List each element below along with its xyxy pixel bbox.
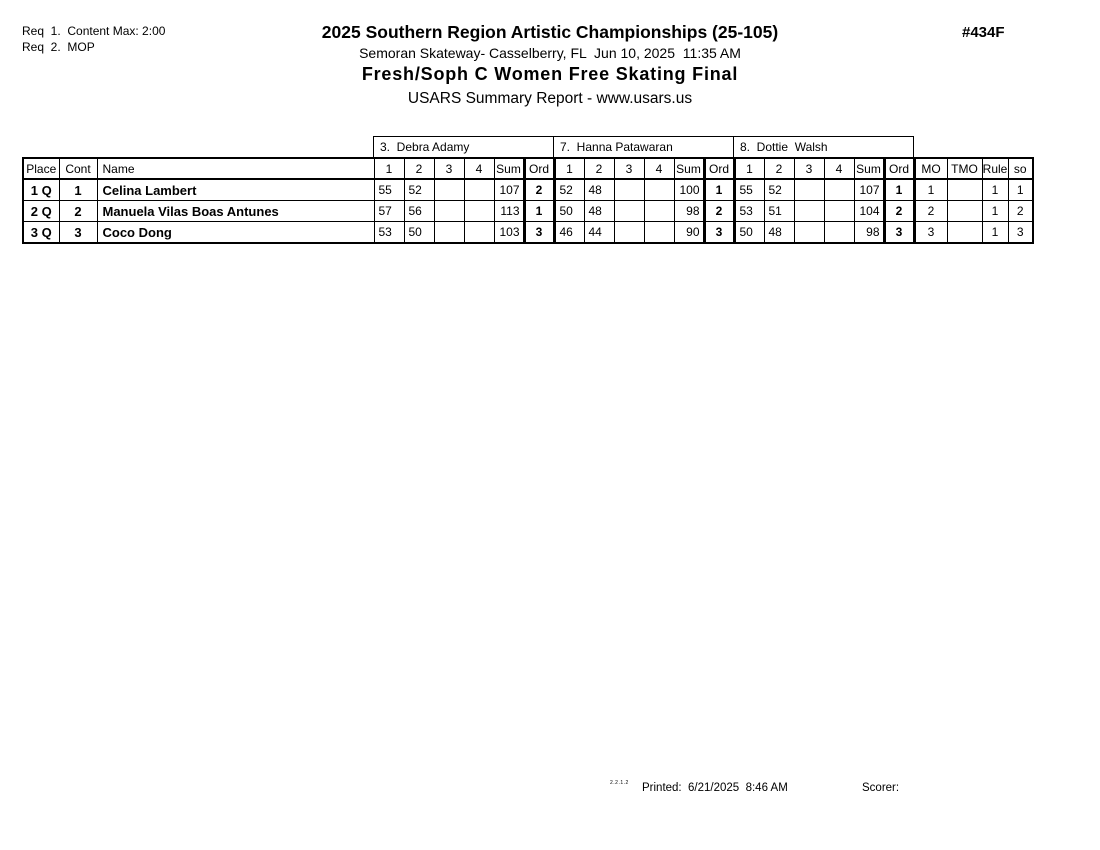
place-header: Place [23, 158, 59, 179]
judge1-score-3 [434, 201, 464, 222]
judge3-subheader-2: 2 [764, 158, 794, 179]
judge1-score-1: 57 [374, 201, 404, 222]
judge1-score-3 [434, 222, 464, 244]
judge3-score-1: 55 [734, 179, 764, 201]
tmo-cell [947, 201, 982, 222]
cont-cell: 1 [59, 179, 97, 201]
tmo-cell [947, 179, 982, 201]
event-title: Fresh/Soph C Women Free Skating Final [361, 64, 739, 84]
column-header-row [23, 158, 1033, 179]
judge2-ord-cell: 1 [704, 179, 734, 201]
judge3-score-4 [824, 179, 854, 201]
scorer-label: Scorer: [862, 782, 900, 794]
name-cell: Manuela Vilas Boas Antunes [97, 201, 374, 222]
rule-cell: 1 [982, 222, 1008, 244]
judge2-score-4 [644, 201, 674, 222]
judge1-subheader-2: 2 [404, 158, 434, 179]
judge3-score-2: 51 [764, 201, 794, 222]
judge3-ord-cell: 2 [884, 201, 914, 222]
judge2-subheader-4: 4 [644, 158, 674, 179]
judge2-score-4 [644, 179, 674, 201]
judge3-sum-cell: 104 [854, 201, 884, 222]
results-table [22, 157, 1034, 244]
judge2-subheader-1: 1 [554, 158, 584, 179]
cont-cell: 2 [59, 201, 97, 222]
printed-value: 6/21/2025 8:46 AM [681, 782, 788, 794]
judge3-sum-cell: 107 [854, 179, 884, 201]
judge-name-2: 7. Hanna Patawaran [554, 137, 734, 158]
judge1-ord-cell: 3 [524, 222, 554, 244]
judge2-score-1: 52 [554, 179, 584, 201]
judge2-ord-cell: 2 [704, 201, 734, 222]
judge3-ord-cell: 3 [884, 222, 914, 244]
judge2-score-3 [614, 222, 644, 244]
judge1-ord-cell: 1 [524, 201, 554, 222]
judge2-sum-cell: 98 [674, 201, 704, 222]
table-row [23, 201, 1033, 222]
judge2-ord-cell: 3 [704, 222, 734, 244]
place-cell: 1 Q [23, 179, 59, 201]
judge3-subheader-1: 1 [734, 158, 764, 179]
judge3-score-3 [794, 201, 824, 222]
judge2-score-2: 48 [584, 179, 614, 201]
judge1-subheader-4: 4 [464, 158, 494, 179]
judge2-score-2: 44 [584, 222, 614, 244]
printed-label: Printed: [642, 782, 682, 794]
judge3-score-4 [824, 201, 854, 222]
judge3-score-3 [794, 222, 824, 244]
place-cell: 2 Q [23, 201, 59, 222]
judge2-subheader-ord: Ord [704, 158, 734, 179]
judge1-subheader-1: 1 [374, 158, 404, 179]
version-stamp: 2.2.1.2 [610, 780, 629, 786]
judge3-score-1: 53 [734, 201, 764, 222]
tmo-cell [947, 222, 982, 244]
rule-cell: 1 [982, 201, 1008, 222]
judge2-score-4 [644, 222, 674, 244]
req-line-2: Req 2. MOP [22, 40, 95, 54]
judge1-subheader-sum: Sum [494, 158, 524, 179]
judge1-score-2: 56 [404, 201, 434, 222]
judge1-score-4 [464, 222, 494, 244]
judge2-sum-cell: 100 [674, 179, 704, 201]
judge1-score-1: 53 [374, 222, 404, 244]
page-title: 2025 Southern Region Artistic Championships (25-105) [321, 22, 779, 42]
judge2-sum-cell: 90 [674, 222, 704, 244]
judge-names [374, 137, 914, 158]
name-cell: Celina Lambert [97, 179, 374, 201]
venue-date-line: Semoran Skateway- Casselberry, FL Jun 10, 2025 11:35 AM [359, 45, 741, 61]
so-cell: 1 [1008, 179, 1033, 201]
judge1-score-3 [434, 179, 464, 201]
judge2-score-1: 46 [554, 222, 584, 244]
place-cell: 3 Q [23, 222, 59, 244]
report-type-line: USARS Summary Report - www.usars.us [407, 90, 693, 107]
judge1-score-2: 50 [404, 222, 434, 244]
rule-header: Rule [982, 158, 1008, 179]
judge3-score-3 [794, 179, 824, 201]
so-cell: 3 [1008, 222, 1033, 244]
judge-name-1: 3. Debra Adamy [374, 137, 554, 158]
judge3-score-1: 50 [734, 222, 764, 244]
judge2-score-3 [614, 179, 644, 201]
judge2-subheader-3: 3 [614, 158, 644, 179]
judge2-subheader-sum: Sum [674, 158, 704, 179]
judge3-subheader-3: 3 [794, 158, 824, 179]
event-number: #434F [962, 24, 1005, 41]
mo-cell: 3 [914, 222, 947, 244]
judge1-subheader-ord: Ord [524, 158, 554, 179]
judge2-score-3 [614, 201, 644, 222]
tmo-header: TMO [947, 158, 982, 179]
judge3-subheader-sum: Sum [854, 158, 884, 179]
table-row [23, 222, 1033, 244]
judge2-subheader-2: 2 [584, 158, 614, 179]
printed-line [642, 782, 788, 794]
judge1-sum-cell: 107 [494, 179, 524, 201]
judge1-score-4 [464, 179, 494, 201]
judge3-sum-cell: 98 [854, 222, 884, 244]
judge3-score-2: 52 [764, 179, 794, 201]
judge3-subheader-4: 4 [824, 158, 854, 179]
judge-header-row [373, 136, 914, 157]
judge2-score-1: 50 [554, 201, 584, 222]
judge3-ord-cell: 1 [884, 179, 914, 201]
name-header: Name [97, 158, 374, 179]
judge1-sum-cell: 113 [494, 201, 524, 222]
mo-cell: 1 [914, 179, 947, 201]
mo-cell: 2 [914, 201, 947, 222]
judge3-subheader-ord: Ord [884, 158, 914, 179]
cont-header: Cont [59, 158, 97, 179]
judge1-score-2: 52 [404, 179, 434, 201]
rule-cell: 1 [982, 179, 1008, 201]
judge1-score-1: 55 [374, 179, 404, 201]
so-header: so [1008, 158, 1033, 179]
judge3-score-4 [824, 222, 854, 244]
judge1-subheader-3: 3 [434, 158, 464, 179]
so-cell: 2 [1008, 201, 1033, 222]
mo-header: MO [914, 158, 947, 179]
req-line-1: Req 1. Content Max: 2:00 [22, 24, 166, 38]
table-row [23, 179, 1033, 201]
judge1-score-4 [464, 201, 494, 222]
name-cell: Coco Dong [97, 222, 374, 244]
cont-cell: 3 [59, 222, 97, 244]
judge1-ord-cell: 2 [524, 179, 554, 201]
judge3-score-2: 48 [764, 222, 794, 244]
judge2-score-2: 48 [584, 201, 614, 222]
judge-name-3: 8. Dottie Walsh [734, 137, 914, 158]
judge1-sum-cell: 103 [494, 222, 524, 244]
